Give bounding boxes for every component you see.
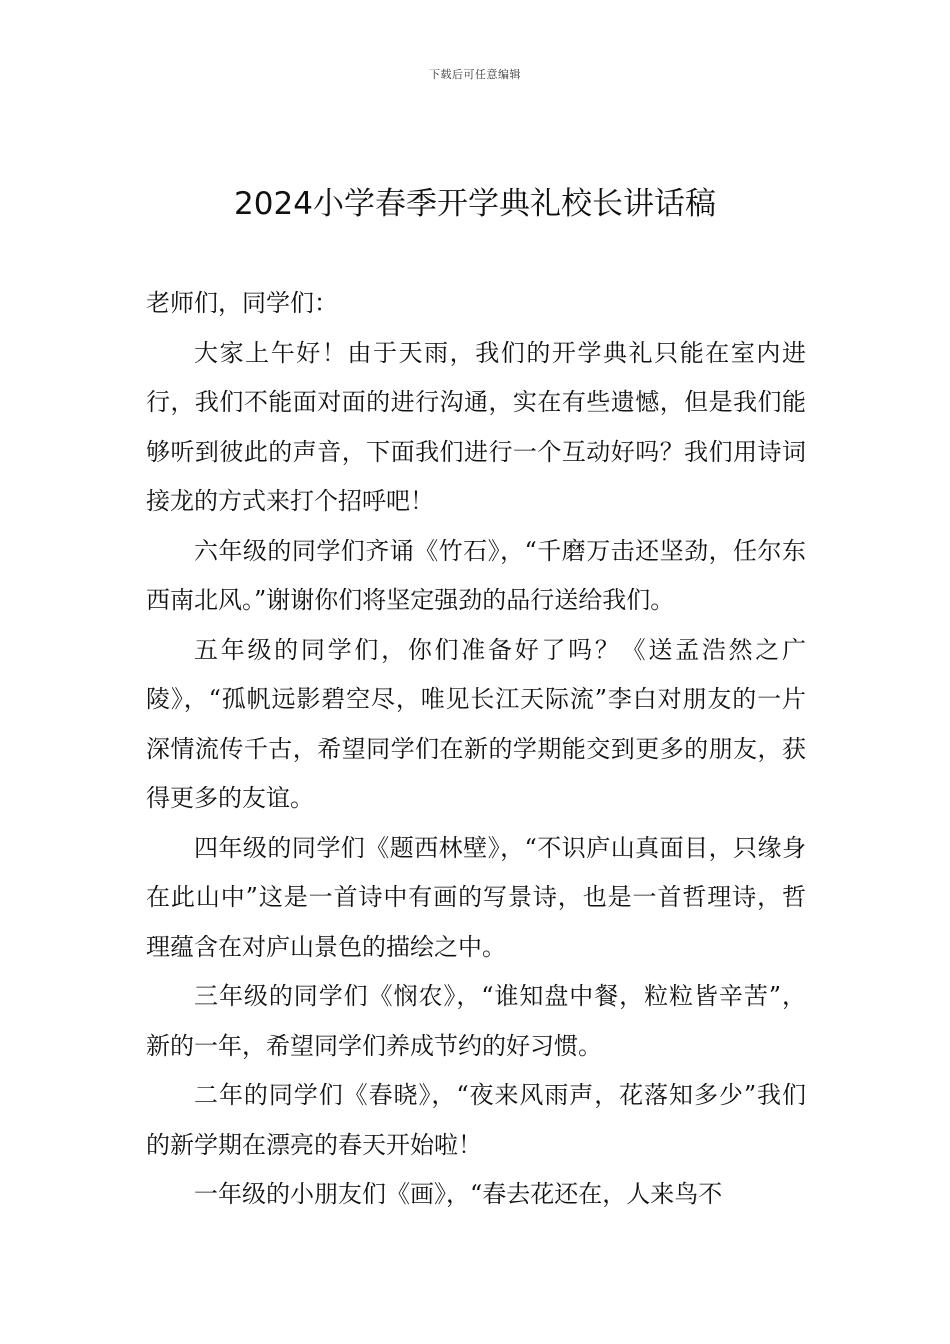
body-paragraph-grade6: 六年级的同学们齐诵《竹石》，“千磨万击还坚劲，任尔东西南北风。”谢谢你们将坚定强劲的品行送给我们。 xyxy=(146,536,806,614)
body-paragraph-grade5: 五年级的同学们，你们准备好了吗？《送孟浩然之广陵》，“孤帆远影碧空尽，唯见长江天际流”李白对朋友的一片深情流传千古，希望同学们在新的学期能交到更多的朋友，获得更多的友谊。 xyxy=(146,635,806,812)
body-paragraph-grade1: 一年级的小朋友们《画》，“春去花还在，人来鸟不 xyxy=(194,1180,723,1208)
body-paragraph-grade4: 四年级的同学们《题西林壁》，“不识庐山真面目，只缘身在此山中”这是一首诗中有画的写景诗，也是一首哲理诗，哲理蕴含在对庐山景色的描绘之中。 xyxy=(146,833,806,961)
greeting-paragraph: 老师们，同学们： xyxy=(146,289,338,317)
document-body xyxy=(146,279,806,1220)
body-paragraph-grade3: 三年级的同学们《悯农》，“谁知盘中餐，粒粒皆辛苦”，新的一年，希望同学们养成节约的好习惯。 xyxy=(146,982,806,1060)
body-paragraph-intro: 大家上午好！由于天雨，我们的开学典礼只能在室内进行，我们不能面对面的进行沟通，实在有些遗憾，但是我们能够听到彼此的声音，下面我们进行一个互动好吗？我们用诗词接龙的方式来打个招呼吧！ xyxy=(146,338,806,515)
header-note: 下载后可任意编辑 xyxy=(429,68,521,81)
body-paragraph-grade2: 二年的同学们《春晓》，“夜来风雨声，花落知多少”我们的新学期在漂亮的春天开始啦！ xyxy=(146,1081,806,1159)
document-title: 2024小学春季开学典礼校长讲话稿 xyxy=(234,186,716,222)
